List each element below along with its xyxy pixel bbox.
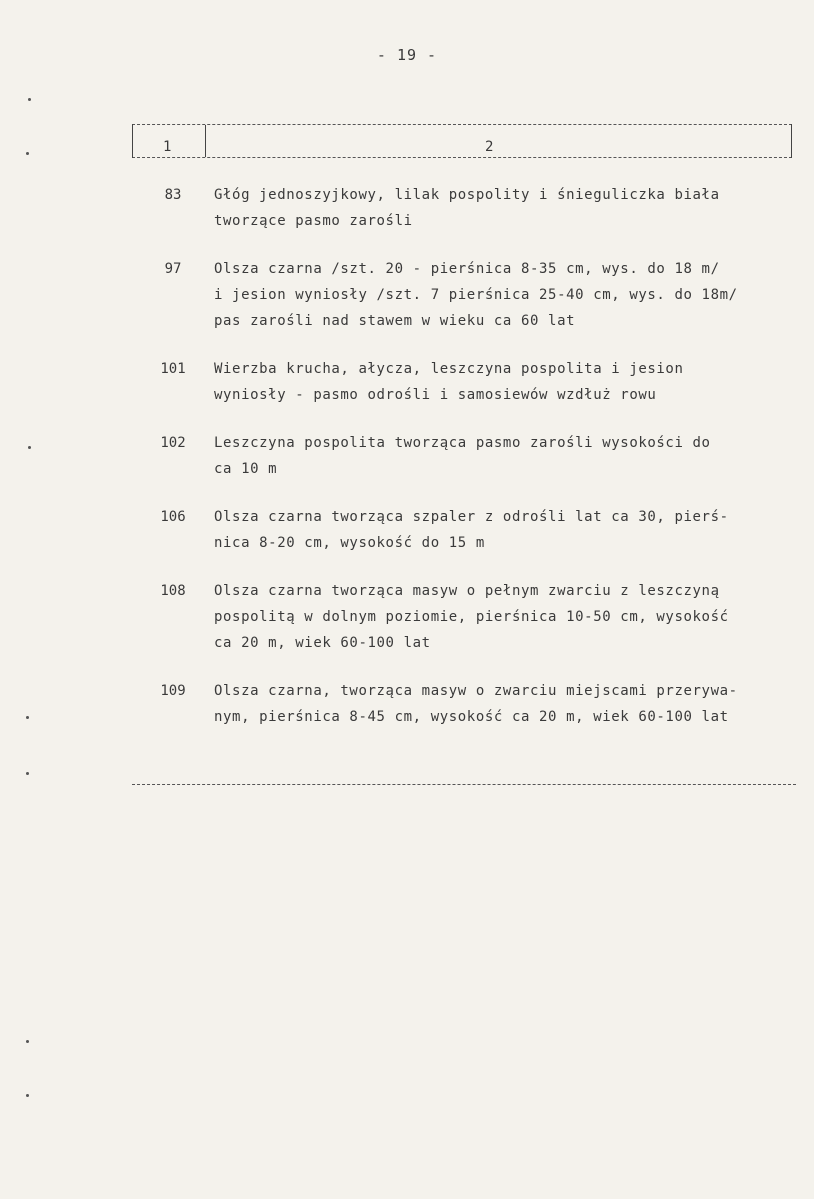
margin-dot <box>26 152 29 155</box>
margin-dot <box>26 772 29 775</box>
column-1-label: 1 <box>163 139 172 155</box>
row-description: Głóg jednoszyjkowy, lilak pospolity i śnieguliczka biała tworzące pasmo zarośli <box>214 187 720 229</box>
row-description: Olsza czarna /szt. 20 - pierśnica 8-35 cm, wys. do 18 m/ i jesion wyniosły /szt. 7 pierśnica 25-40 cm, wys. do 18m/ pas zarośli nad stawem w wieku ca 60 lat <box>214 261 738 329</box>
table-body <box>132 182 812 752</box>
table-row <box>132 256 812 334</box>
row-number: 106 <box>160 509 186 525</box>
row-number: 101 <box>160 361 186 377</box>
row-number: 83 <box>164 187 182 203</box>
row-description: Wierzba krucha, ałycza, leszczyna pospolita i jesion wyniosły - pasmo odrośli i samosiewów wzdłuż rowu <box>214 361 684 403</box>
header-left-edge <box>132 124 133 158</box>
margin-dot <box>26 1040 29 1043</box>
row-number: 97 <box>164 261 182 277</box>
row-number: 102 <box>160 435 186 451</box>
margin-dot <box>26 1094 29 1097</box>
margin-dot <box>26 716 29 719</box>
margin-dot <box>28 98 31 101</box>
column-2-label: 2 <box>485 139 494 155</box>
margin-dot <box>28 446 31 449</box>
table-row <box>132 356 812 408</box>
row-description: Olsza czarna tworząca masyw o pełnym zwarciu z leszczyną pospolitą w dolnym poziomie, pierśnica 10-50 cm, wysokość ca 20 m, wiek 60-100 lat <box>214 583 729 651</box>
table-row <box>132 578 812 656</box>
table-row <box>132 504 812 556</box>
header-divider <box>205 125 206 157</box>
table-bottom-rule <box>132 784 796 785</box>
row-description: Olsza czarna tworząca szpaler z odrośli lat ca 30, pierś- nica 8-20 cm, wysokość do 15 m <box>214 509 729 551</box>
row-description: Olsza czarna, tworząca masyw o zwarciu miejscami przerywa- nym, pierśnica 8-45 cm, wysokość ca 20 m, wiek 60-100 lat <box>214 683 738 725</box>
header-right-edge <box>791 124 792 158</box>
row-number: 108 <box>160 583 186 599</box>
table-row <box>132 182 812 234</box>
table-header <box>132 124 792 158</box>
row-number: 109 <box>160 683 186 699</box>
table-row <box>132 430 812 482</box>
page-number: - 19 - <box>376 46 438 64</box>
table-row <box>132 678 812 730</box>
row-description: Leszczyna pospolita tworząca pasmo zarośli wysokości do ca 10 m <box>214 435 711 477</box>
